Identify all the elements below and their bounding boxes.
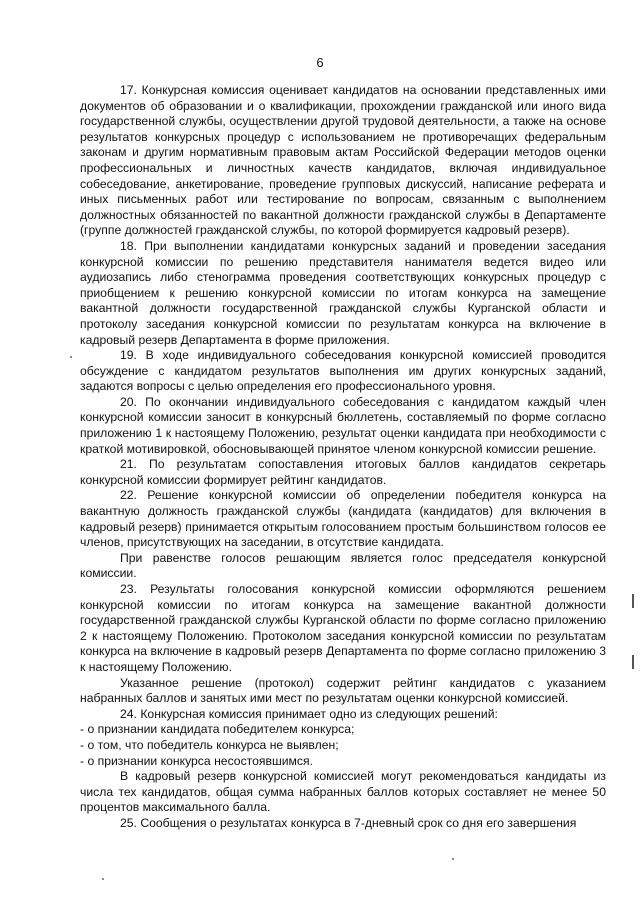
scan-speck (452, 858, 454, 860)
paragraph-23: 23. Результаты голосования конкурсной комиссии оформляются решением конкурсной комиссии по итогам конкурса на замещение вакантной должности государственной гражданской службы Курганской области по форме согласно приложению 2 к настоящему Положению. Протоколом заседания конкурсной комиссии по результатам конкурса на включение в кадровый резерв Департамента по форме согласно приложению 3 к настоящему Положению. (80, 582, 606, 674)
paragraph-24: 24. Конкурсная комиссия принимает одно из следующих решений: (120, 706, 498, 721)
list-item: - о признании конкурса несостоявшимся. (80, 753, 314, 768)
margin-mark (632, 655, 634, 669)
paragraph-24-reserve: В кадровый резерв конкурсной комиссией могут рекомендоваться кандидаты из числа тех кандидатов, общая сумма набранных баллов которых составляет не менее 50 процентов максимального балла. (80, 769, 606, 815)
paragraph-22-tie-vote: При равенстве голосов решающим является голос председателя конкурсной комиссии. (80, 550, 606, 581)
paragraph-22: 22. Решение конкурсной комиссии об определении победителя конкурса на вакантную должность гражданской службы (кандидата (кандидатов) для включения в кадровый резерв) принимается открытым голосованием простым большинством голосов ее членов, присутствующих на заседании, в отсутствие кандидата. (80, 488, 606, 550)
paragraph-18: 18. При выполнении кандидатами конкурсных заданий и проведении заседания конкурсной комиссии по решению представителя нанимателя ведется видео или аудиозапись либо стенограмма проведения соответствующих конкурсных процедур с приобщением к решению конкурсной комиссии по итогам конкурса на замещение вакантной должности государственной гражданской службы Курганской области и протоколу заседания конкурсной комиссии по результатам конкурса на включение в кадровый резерв Департамента в форме приложения. (80, 238, 606, 347)
paragraph-23-rating: Указанное решение (протокол) содержит рейтинг кандидатов с указанием набранных баллов и занятых ими мест по результатам оценки конкурсной комиссией. (80, 675, 606, 706)
scan-speck (102, 878, 104, 880)
paragraph-19: 19. В ходе индивидуального собеседования конкурсной комиссией проводится обсуждение с кандидатом результатов выполнения им других конкурсных заданий, задаются вопросы с целью определения его профессионального уровня. (80, 348, 606, 394)
margin-mark (632, 594, 634, 608)
paragraph-17: 17. Конкурсная комиссия оценивает кандидатов на основании представленных ими документов об образовании и о квалификации, прохождении гражданской или иного вида государственной службы, осуществлении другой трудовой деятельности, а также на основе результатов конкурсных процедур с использованием не противоречащих федеральным законам и другим нормативным правовым актам Российской Федерации методов оценки профессиональных и личностных качеств кандидатов, включая индивидуальное собеседование, анкетирование, проведение групповых дискуссий, написание реферата и иных письменных работ или тестирование по вопросам, связанным с выполнением должностных обязанностей по вакантной должности гражданской службы в Департаменте (группе должностей гражданской службы, по которой формируется кадровый резерв). (80, 83, 606, 238)
scan-speck (70, 356, 72, 358)
page-number: 6 (316, 55, 324, 70)
paragraph-20: 20. По окончании индивидуального собеседования с кандидатом каждый член конкурсной комиссии заносит в конкурсный бюллетень, составляемый по форме согласно приложению 1 к настоящему Положению, результат оценки кандидата при необходимости с краткой мотивировкой, обосновывающей принятое членом конкурсной комиссии решение. (80, 394, 606, 456)
paragraph-21: 21. По результатам сопоставления итоговых баллов кандидатов секретарь конкурсной комиссии формирует рейтинг кандидатов. (80, 457, 606, 487)
list-item: - о признании кандидата победителем конкурса; (80, 722, 355, 737)
paragraph-25: 25. Сообщения о результатах конкурса в 7-дневный срок со дня его завершения (120, 815, 577, 830)
list-item: - о том, что победитель конкурса не выявлен; (80, 737, 339, 752)
document-body (80, 83, 606, 832)
